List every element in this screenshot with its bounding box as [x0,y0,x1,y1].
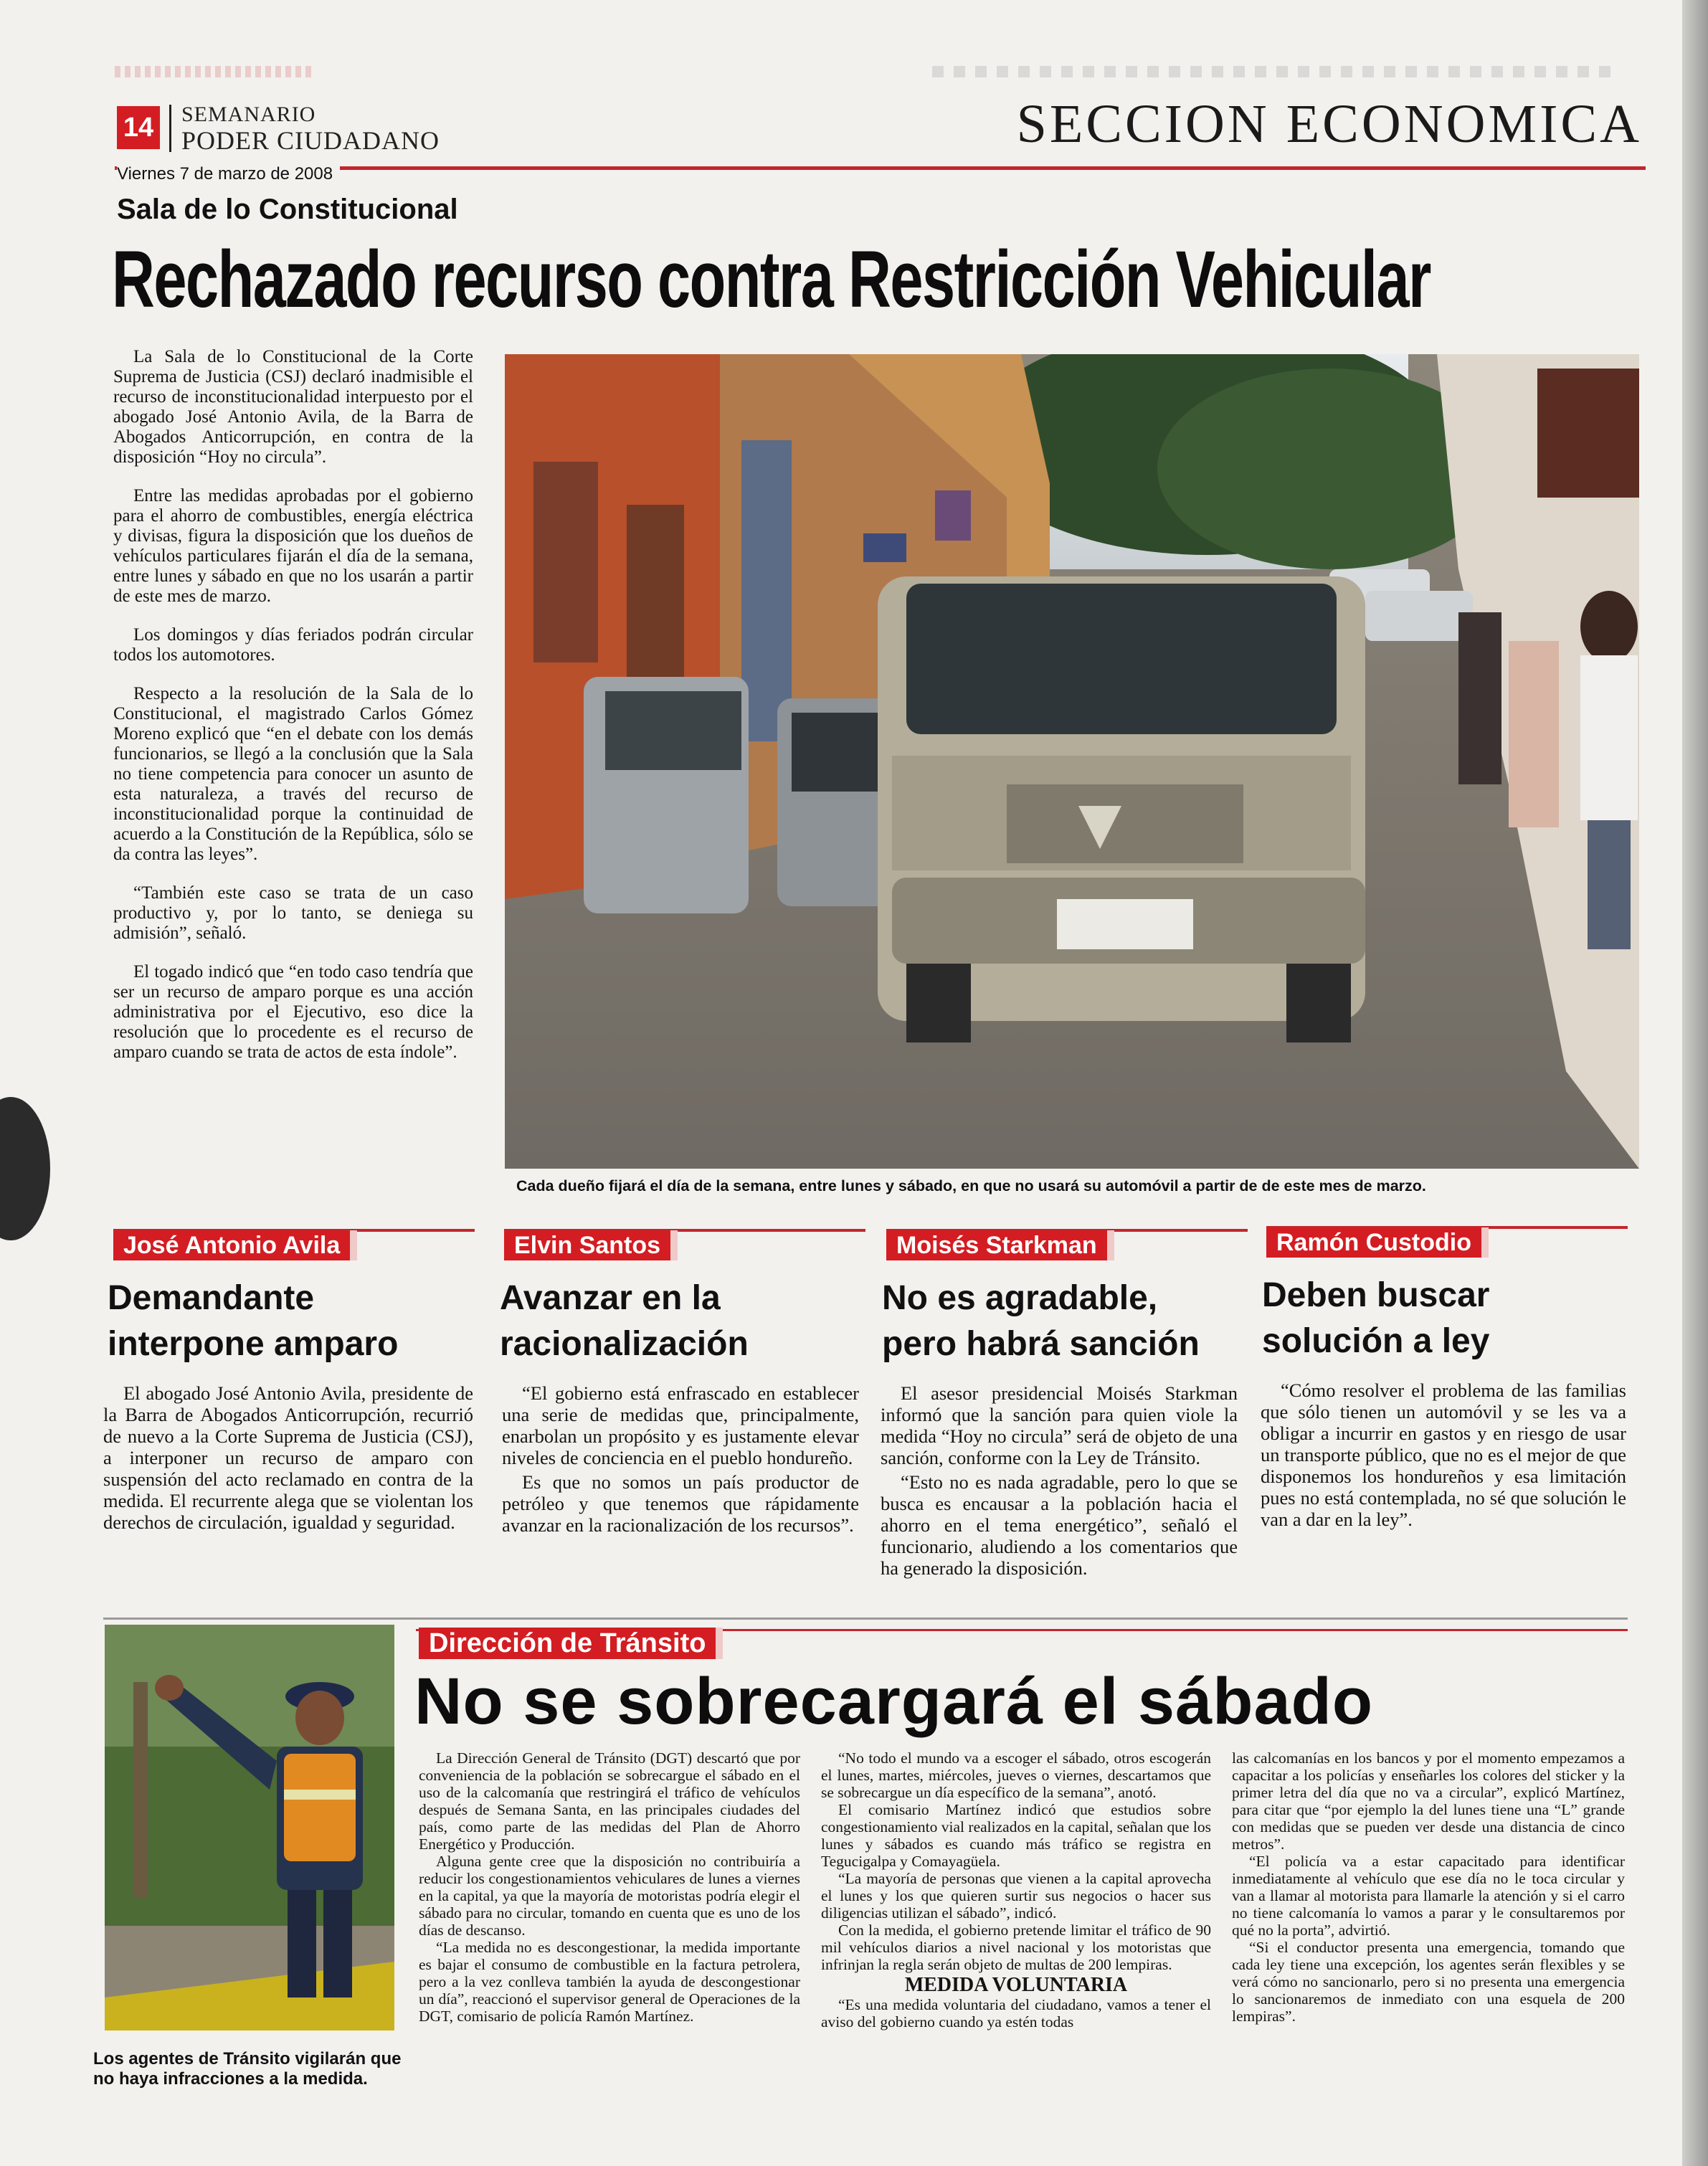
sidebar-2-tag: Elvin Santos [504,1230,678,1260]
masthead-line2: PODER CIUDADANO [181,126,440,155]
sidebar-2-paragraph-1: “El gobierno está enfrascado en establecer una serie de medidas que, principalmente, enarbolan un propósito y es justamente elevar niveles de conciencia en el pueblo hondureño. [502,1382,859,1468]
bottom-col2-subhead: MEDIDA VOLUNTARIA [904,1974,1128,1996]
sidebar-1-tag: José Antonio Avila [113,1230,357,1260]
page-edge-shadow [0,1097,50,1240]
issue-date: Viernes 7 de marzo de 2008 [117,163,340,185]
section-title: SECCION ECONOMICA [1016,94,1642,154]
sidebar-4-tag: Ramón Custodio [1266,1227,1489,1258]
main-paragraph-1: La Sala de lo Constitucional de la Corte Suprema de Justicia (CSJ) declaró inadmisible el recurso de inconstitucionalidad interpuesto por el abogado José Antonio Avila, de la Barra de Abogados Anticorrupción, en contra de la disposición “Hoy no circula”. [113,347,473,467]
bottom-col2-paragraph-2: El comisario Martínez indicó que estudios sobre congestionamiento vial realizados en la capital, señalan que los lunes y sábados es cuando más tráfico se registra en Tegucigalpa y Comayagüela. [821,1801,1211,1870]
sidebar-3-paragraph-1: El asesor presidencial Moisés Starkman informó que la sanción para quien viole la medida “Hoy no circula” será de objeto de una sanción, conforme con la Ley de Tránsito. [881,1382,1238,1468]
main-story-body [113,347,473,1081]
sidebar-4-body [1261,1379,1626,1549]
bottom-story-tag: Dirección de Tránsito [419,1628,723,1659]
sidebar-2-paragraph-2: Es que no somos un país productor de petróleo y que tenemos que rápidamente avanzar en la racionalización de los recursos”. [502,1471,859,1536]
main-kicker: Sala de lo Constitucional [117,194,458,225]
masthead-divider [169,105,171,152]
sidebar-3-body [881,1382,1238,1597]
bottom-top-rule [103,1618,1628,1620]
masthead-line1: SEMANARIO [181,103,316,126]
page-number: 14 [117,106,160,149]
sidebar-3-paragraph-2: “Esto no es nada agradable, pero lo que se busca es encausar a la población hacia el ahorro en el tema energético”, señaló el funcionario, aludiendo a los comentarios que ha generado la disposición. [881,1471,1238,1579]
sidebar-1-body [103,1382,473,1552]
header-faint-strip [115,66,315,77]
bottom-col2-paragraph-5: “Es una medida voluntaria del ciudadano, vamos a tener el aviso del gobierno cuando ya estén todas [821,1996,1211,2030]
page-binding-edge [1682,0,1708,2166]
bottom-headline: No se sobrecargará el sábado [414,1665,1374,1738]
bottom-col-3 [1232,1749,1625,2025]
officer-photo-caption: Los agentes de Tránsito vigilarán que no haya infracciones a la medida. [93,2049,402,2089]
bottom-col1-paragraph-2: Alguna gente cree que la disposición no contribuiría a reducir los congestionamientos vehiculares de lunes a viernes en la capital, ya que la mayoría de motoristas podría elegir el sábado para no circular, tomando en cuenta que es uno de los días de descanso. [419,1853,800,1939]
main-paragraph-5: “También este caso se trata de un caso productivo y, por lo tanto, se deniega su admisión”, señaló. [113,883,473,943]
main-headline: Rechazado recurso contra Restricción Vehicular [112,234,1431,324]
bottom-col3-paragraph-1: las calcomanías en los bancos y por el momento empezamos a capacitar a los policías y enseñarles los colores del sticker y la primer letra del día que no va a circular”, explicó Martínez, para citar que “por ejemplo la del lunes tiene una “L” grande con medidas que se pueden ver desde una distancia de cinco metros”. [1232,1749,1625,1853]
street-photo-illustration [505,354,1639,1169]
bottom-col1-paragraph-3: “La medida no es descongestionar, la medida importante es bajar el consumo de combustible en la factura petrolera, pero a la vez conlleva también la ayuda de descongestionar un día”, reaccionó el supervisor general de Operaciones de la DGT, comisario de policía Ramón Martínez. [419,1939,800,2025]
sidebar-3-head-2: pero habrá sanción [882,1325,1200,1363]
traffic-officer-illustration [105,1625,394,2030]
sidebar-4-head-2: solución a ley [1262,1322,1490,1360]
sidebar-3-head-1: No es agradable, [882,1279,1158,1317]
header-faint-strip-right [932,66,1613,77]
main-paragraph-4: Respecto a la resolución de la Sala de lo Constitucional, el magistrado Carlos Gómez Moreno explicó que “en el debate con los demás funcionarios, se llegó a la conclusión que la Sala no tiene competencia para conocer un asunto de esta naturaleza, a través del recurso de inconstitucionalidad porque la continuidad de acuerdo a la Constitución de la República, sólo se da contra las leyes”. [113,684,473,864]
main-paragraph-6: El togado indicó que “en todo caso tendría que ser un recurso de amparo porque es una acción administrativa por el Ejecutivo, eso dice la resolución que lo procedente es el recurso de amparo cuando se trata de actos de esta índole”. [113,962,473,1062]
sidebar-2-body [502,1382,859,1554]
bottom-col3-paragraph-3: “Si el conductor presenta una emergencia, tomando que cada ley tiene una excepción, los agentes serán flexibles y se verá cómo no sancionarlo, pero si no presenta una emergencia lo sancionaremos de inmediato con una esquela de 200 lempiras”. [1232,1939,1625,2025]
main-paragraph-2: Entre las medidas aprobadas por el gobierno para el ahorro de combustibles, energía eléctrica y divisas, figura la disposición que los dueños de vehículos particulares fijarán el día de la semana, entre lunes y sábado en que no los usarán a partir de este mes de marzo. [113,486,473,606]
bottom-col1-paragraph-1: La Dirección General de Tránsito (DGT) descartó que por conveniencia de la población se sobrecargue el sábado en el uso de la calcomanía que restringirá el tráfico de vehículos después de Semana Santa, en las principales ciudades del país, como parte de las medidas del Plan de Ahorro Energético y Producción. [419,1749,800,1853]
sidebar-2-head-1: Avanzar en la [500,1279,721,1317]
sidebar-4-head-1: Deben buscar [1262,1276,1490,1314]
header-rule [115,166,1646,170]
sidebar-2-head-2: racionalización [500,1325,749,1363]
bottom-col3-paragraph-2: “El policía va a estar capacitado para identificar inmediatamente al vehículo que ese día no le toca circular y van a llamar al motorista para llamarle la atención y si el carro no tiene calcomanía lo vamos a parar y le consultaremos por qué no la porta”, advirtió. [1232,1853,1625,1939]
main-photo-caption: Cada dueño fijará el día de la semana, entre lunes y sábado, en que no usará su automóvil a partir de de este mes de marzo. [516,1177,1426,1194]
bottom-col2-paragraph-3: “La mayoría de personas que vienen a la capital aprovecha el lunes y los que quieren surtir sus negocios o hacer sus diligencias utilizan el sábado”, indicó. [821,1870,1211,1922]
traffic-officer-photo [105,1625,394,2030]
bottom-col-1 [419,1749,800,2025]
main-street-photo [505,354,1639,1169]
sidebar-4-paragraph-1: “Cómo resolver el problema de las familias que sólo tienen un automóvil y se les va a obligar a incurrir en gastos y en riesgo de usar un transporte público, que no es el mejor de que disponemos los hondureños y esa limitación pues no está contemplada, no sé que solución le van a dar en la ley”. [1261,1379,1626,1530]
bottom-col2-paragraph-1: “No todo el mundo va a escoger el sábado, otros escogerán el lunes, martes, miércoles, jueves o viernes, descartamos que se sobrecargue un día específico de la semana”, anotó. [821,1749,1211,1801]
sidebar-1-head-1: Demandante [108,1279,315,1317]
sidebar-1-head-2: interpone amparo [108,1325,399,1363]
bottom-col-2 [821,1749,1211,2030]
sidebar-3-tag: Moisés Starkman [886,1230,1114,1260]
main-paragraph-3: Los domingos y días feriados podrán circular todos los automotores. [113,625,473,665]
sidebar-1-paragraph-1: El abogado José Antonio Avila, presidente de la Barra de Abogados Anticorrupción, recurrió de nuevo a la Corte Suprema de Justicia (CSJ), a interponer un recurso de amparo con suspensión del acto reclamado en contra de la medida. El recurrente alega que se violentan los derechos de circulación, igualdad y seguridad. [103,1382,473,1533]
bottom-col2-paragraph-4: Con la medida, el gobierno pretende limitar el tráfico de 90 mil vehículos diarios a nivel nacional y los motoristas que infrinjan la regla serán objeto de multas de 200 lempiras. [821,1922,1211,1973]
